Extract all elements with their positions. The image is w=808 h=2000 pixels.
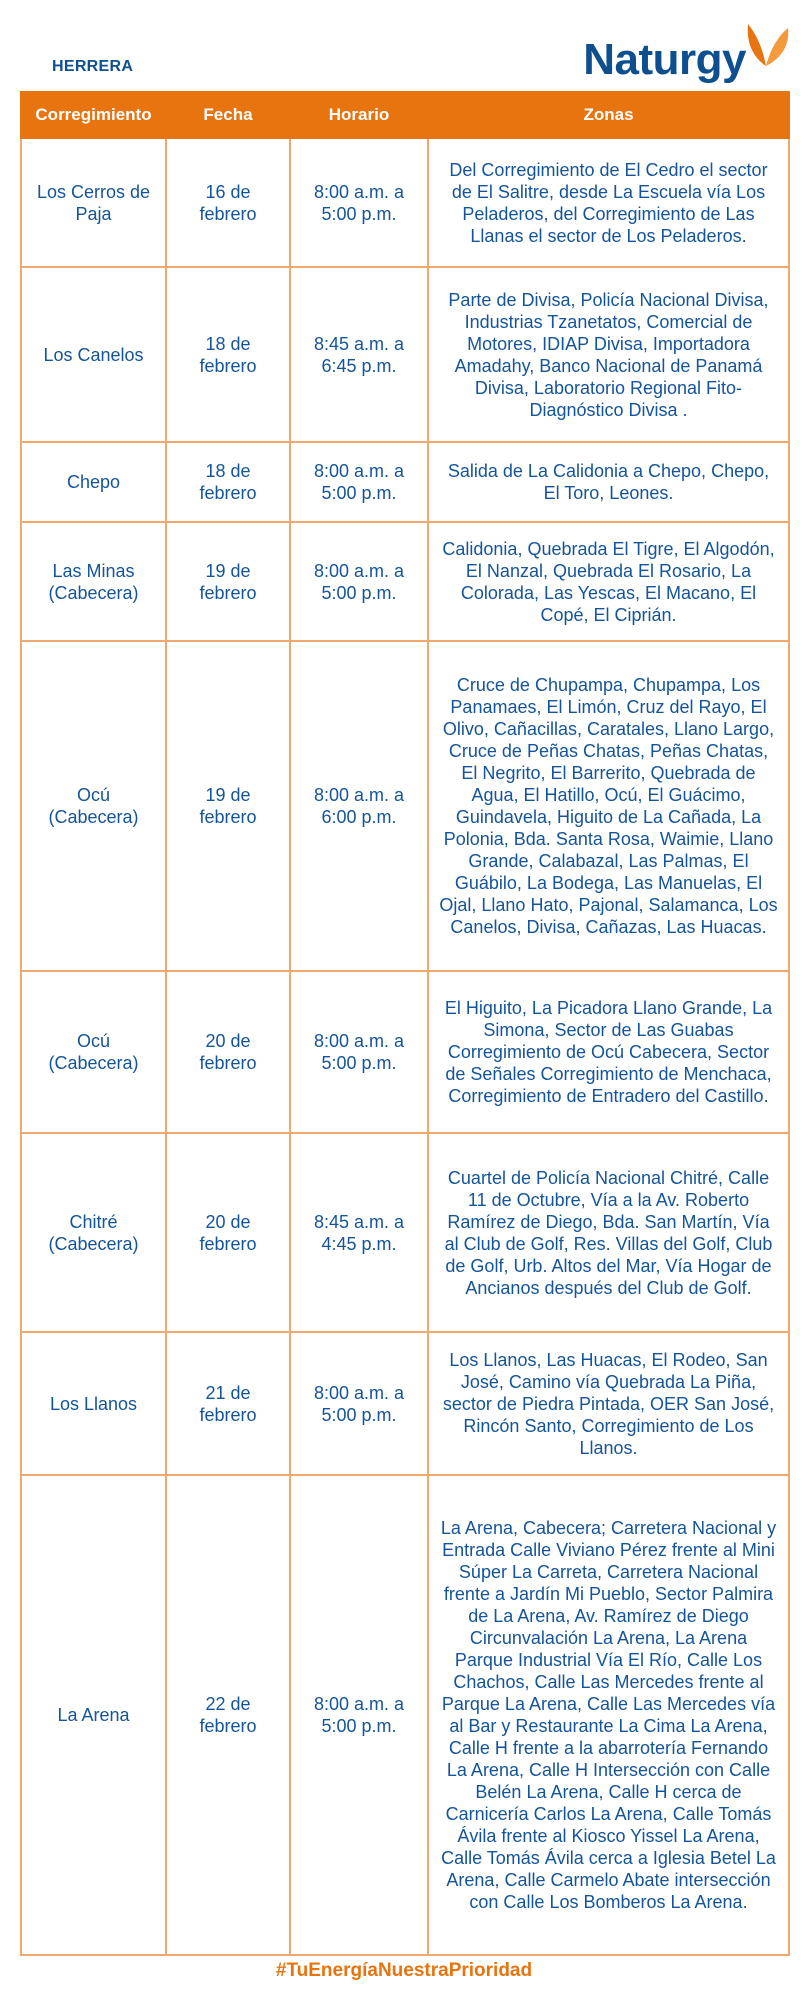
cell-corregimiento: Ocú (Cabecera) <box>21 971 166 1133</box>
cell-fecha: 18 de febrero <box>166 442 290 522</box>
column-header-fecha: Fecha <box>166 92 290 138</box>
cell-zonas: Calidonia, Quebrada El Tigre, El Algodón, El Nanzal, Quebrada El Rosario, La Colorada, Las Yescas, El Macano, El Copé, El Ciprián. <box>428 522 789 641</box>
cell-horario: 8:00 a.m. a 5:00 p.m. <box>290 522 428 641</box>
cell-horario: 8:00 a.m. a 5:00 p.m. <box>290 1475 428 1955</box>
cell-zonas: Cruce de Chupampa, Chupampa, Los Panamaes, El Limón, Cruz del Rayo, El Olivo, Cañacillas, Caratales, Llano Largo, Cruce de Peñas Chatas, Peñas Chatas, El Negrito, El Barrerito, Quebrada de Agua, El Hatillo, Ocú, El Guácimo, Guindavela, Higuito de La Cañada, La Polonia, Bda. Santa Rosa, Waimie, Llano Grande, Calabazal, Las Palmas, El Guábilo, La Bodega, Las Manuelas, El Ojal, Llano Hato, Pajonal, Salamanca, Los Canelos, Divisa, Cañazas, Las Huacas. <box>428 641 789 971</box>
cell-horario: 8:00 a.m. a 5:00 p.m. <box>290 1332 428 1475</box>
table-row <box>21 1133 789 1332</box>
cell-fecha: 18 de febrero <box>166 267 290 442</box>
cell-corregimiento: Los Llanos <box>21 1332 166 1475</box>
region-title: HERRERA <box>52 58 134 75</box>
column-header-zonas: Zonas <box>428 92 789 138</box>
cell-corregimiento: Las Minas (Cabecera) <box>21 522 166 641</box>
cell-fecha: 20 de febrero <box>166 1133 290 1332</box>
cell-horario: 8:45 a.m. a 6:45 p.m. <box>290 267 428 442</box>
cell-corregimiento: Los Cerros de Paja <box>21 138 166 267</box>
column-header-horario: Horario <box>290 92 428 138</box>
cell-horario: 8:00 a.m. a 5:00 p.m. <box>290 138 428 267</box>
cell-horario: 8:45 a.m. a 4:45 p.m. <box>290 1133 428 1332</box>
table-row <box>21 442 789 522</box>
cell-fecha: 21 de febrero <box>166 1332 290 1475</box>
table-row <box>21 971 789 1133</box>
table-row <box>21 522 789 641</box>
table-row <box>21 641 789 971</box>
cell-fecha: 19 de febrero <box>166 641 290 971</box>
butterfly-icon <box>744 14 790 68</box>
cell-zonas: Cuartel de Policía Nacional Chitré, Calle 11 de Octubre, Vía a la Av. Roberto Ramírez de Diego, Bda. San Martín, Vía al Club de Golf, Res. Villas del Golf, Club de Golf, Urb. Altos del Mar, Vía Hogar de Ancianos después del Club de Golf. <box>428 1133 789 1332</box>
cell-horario: 8:00 a.m. a 5:00 p.m. <box>290 971 428 1133</box>
cell-fecha: 19 de febrero <box>166 522 290 641</box>
cell-zonas: Los Llanos, Las Huacas, El Rodeo, San José, Camino vía Quebrada La Piña, sector de Piedra Pintada, OER San José, Rincón Santo, Corregimiento de Los Llanos. <box>428 1332 789 1475</box>
cell-zonas: La Arena, Cabecera; Carretera Nacional y Entrada Calle Viviano Pérez frente al Mini Súper La Carreta, Carretera Nacional frente a Jardín Mi Pueblo, Sector Palmira de La Arena, Av. Ramírez de Diego Circunvalación La Arena, La Arena Parque Industrial Vía El Río, Calle Los Chachos, Calle Las Mercedes frente al Parque La Arena, Calle Las Mercedes vía al Bar y Restaurante La Cima La Arena, Calle H frente a la abarrotería Fernando La Arena, Calle H Intersección con Calle Belén La Arena, Calle H cerca de Carnicería Carlos La Arena, Calle Tomás Ávila frente al Kiosco Yissel La Arena, Calle Tomás Ávila cerca a Iglesia Betel La Arena, Calle Carmelo Abate intersección con Calle Los Bomberos La Arena. <box>428 1475 789 1955</box>
cell-corregimiento: Chepo <box>21 442 166 522</box>
table-row <box>21 138 789 267</box>
table-row <box>21 1332 789 1475</box>
cell-horario: 8:00 a.m. a 6:00 p.m. <box>290 641 428 971</box>
cell-corregimiento: Ocú (Cabecera) <box>21 641 166 971</box>
logo-wordmark: Naturgy <box>583 35 746 84</box>
cell-zonas: Del Corregimiento de El Cedro el sector de El Salitre, desde La Escuela vía Los Peladeros, del Corregimiento de Las Llanas el sector de Los Peladeros. <box>428 138 789 267</box>
cell-fecha: 16 de febrero <box>166 138 290 267</box>
table-header-row <box>21 92 789 138</box>
cell-fecha: 20 de febrero <box>166 971 290 1133</box>
table-row <box>21 1475 789 1955</box>
cell-zonas: El Higuito, La Picadora Llano Grande, La Simona, Sector de Las Guabas Corregimiento de Ocú Cabecera, Sector de Señales Corregimiento de Menchaca, Corregimiento de Entradero del Castillo. <box>428 971 789 1133</box>
cell-fecha: 22 de febrero <box>166 1475 290 1955</box>
naturgy-logo <box>583 14 790 82</box>
table-row <box>21 267 789 442</box>
cell-corregimiento: La Arena <box>21 1475 166 1955</box>
cell-horario: 8:00 a.m. a 5:00 p.m. <box>290 442 428 522</box>
footer-hashtag: #TuEnergíaNuestraPrioridad <box>275 1960 533 1981</box>
cell-corregimiento: Chitré (Cabecera) <box>21 1133 166 1332</box>
schedule-table <box>20 91 790 1956</box>
cell-zonas: Parte de Divisa, Policía Nacional Divisa, Industrias Tzanetatos, Comercial de Motores, IDIAP Divisa, Importadora Amadahy, Banco Nacional de Panamá Divisa, Laboratorio Regional Fito-Diagnóstico Divisa . <box>428 267 789 442</box>
column-header-corregimiento: Corregimiento <box>21 92 166 138</box>
cell-corregimiento: Los Canelos <box>21 267 166 442</box>
cell-zonas: Salida de La Calidonia a Chepo, Chepo, El Toro, Leones. <box>428 442 789 522</box>
